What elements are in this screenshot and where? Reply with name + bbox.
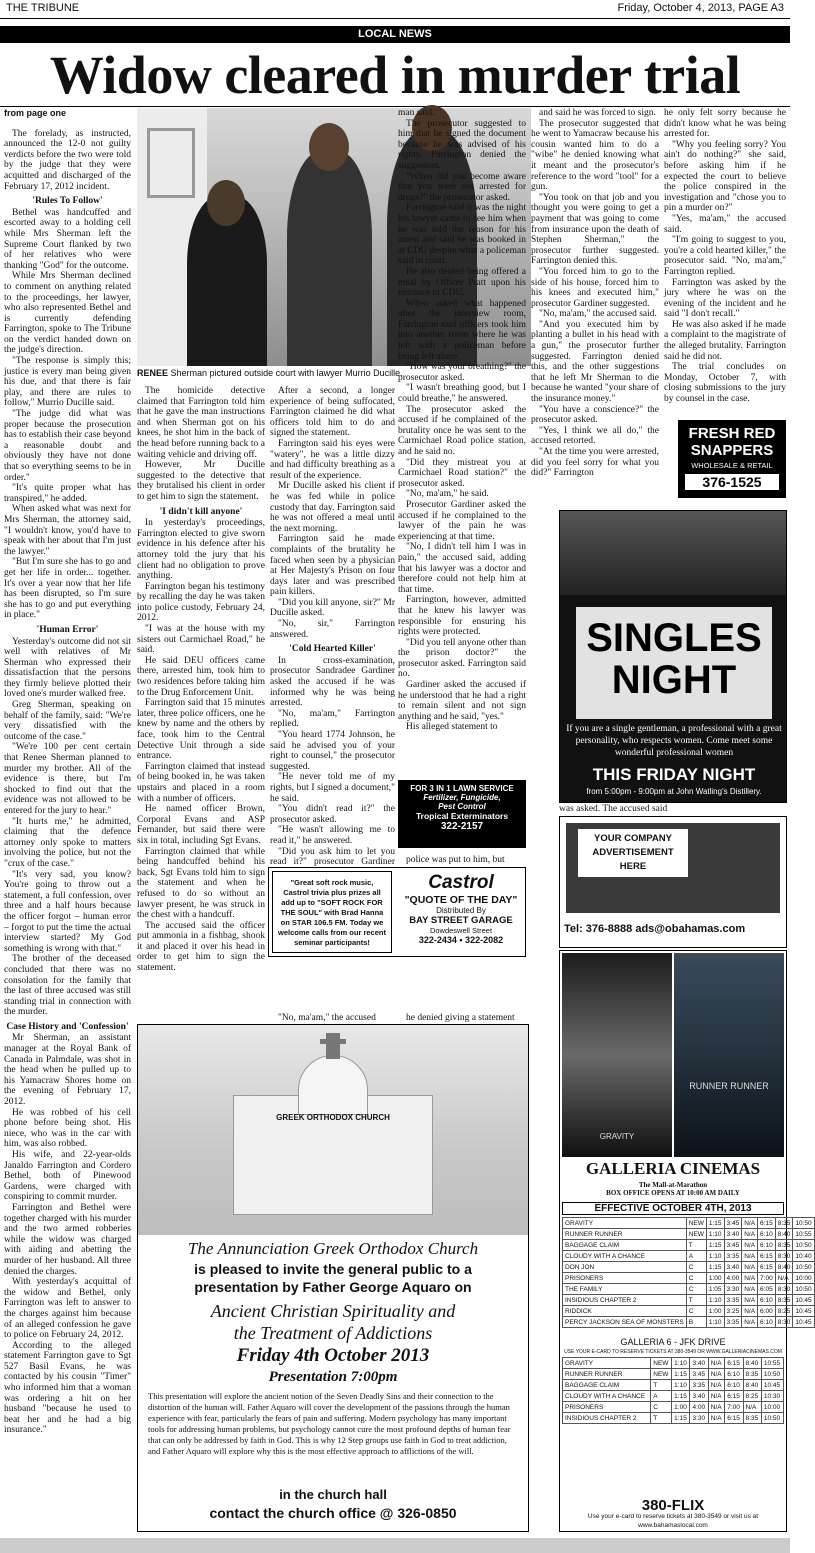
paragraph: "When did you become aware that you were not arrested for drugs?" the prosecutor asked. — [398, 171, 526, 203]
paragraph: He said DEU officers came there, arrested him, took him to two residences before taking him to the Drug Enforcement Unit. — [137, 655, 265, 698]
paragraph: "It hurts me," he admitted, claiming that the defence attorney only spoke to matters involving the police, but not the "crux of the case." — [4, 816, 131, 869]
showtime-cell: N/A — [708, 1413, 724, 1424]
showtime-cell: 1:10 — [706, 1251, 724, 1262]
showtime-cell: 1:00 — [672, 1402, 690, 1413]
showtime-row — [563, 1229, 815, 1240]
paragraph: He named officer Brown, Corporal Evans and ASP Fernander, but said there were six in total, including Sgt Evans. — [137, 804, 265, 846]
lawn-service-ad[interactable]: FOR 3 IN 1 LAWN SERVICE Fertilizer, Fungicide, Pest Control Tropical Exterminators 322-2157 — [398, 780, 526, 848]
showtime-cell: 6:00 — [758, 1306, 776, 1317]
subhead: 'Cold Hearted Killer' — [289, 644, 376, 655]
paragraph: Mr Ducille asked his client if he was fed while in police custody that day. Farrington said he was not offered a meal until the next morning. — [270, 481, 395, 534]
showtime-cell: 1:10 — [672, 1358, 690, 1369]
paragraph: "No, I didn't tell him I was in pain," the accused said, adding that his lawyer was a doctor and therefore could not help him at that time. — [398, 542, 526, 595]
showtime-row — [563, 1240, 815, 1251]
article-column-4-tail-1: police was put to him, but — [406, 855, 505, 865]
article-column-4-tail-2: he denied giving a statement — [406, 1013, 515, 1023]
paragraph: Farrington claimed that while being handcuffed behind his back, Sgt Evans told him to sign the statement and when he refused to do so without an lawyer present, he was struck in the chest with a handcuff. — [137, 846, 265, 921]
showtime-row — [563, 1402, 784, 1413]
paragraph: Prosecutor Gardiner asked the accused if he complained to the lawyer of the pain he was experiencing at that time. — [398, 499, 526, 542]
showtime-cell: 1:15 — [672, 1391, 690, 1402]
headline-rule — [0, 106, 790, 107]
paragraph: "No, ma'am," the accused — [278, 1013, 376, 1023]
showtime-cell: T — [651, 1380, 672, 1391]
paragraph: "No, ma'am," he said. — [406, 489, 489, 500]
showtime-cell: 10:45 — [793, 1295, 814, 1306]
paragraph: In cross-examination, prosecutor Sandradee Gardiner asked the accused if he was informed why he was being arrested. — [270, 655, 395, 709]
movie-title: DON JON — [563, 1262, 687, 1273]
subhead: 'I didn't kill anyone' — [159, 506, 243, 517]
headline: Widow cleared in murder trial — [49, 45, 741, 105]
showtime-row — [563, 1358, 784, 1369]
showtime-cell: T — [651, 1413, 672, 1424]
galleria-cinemas-ad[interactable]: GRAVITY RUNNER RUNNER GALLERIA CINEMAS The Mall-at-Marathon BOX OFFICE OPENS AT 10:00 AM DAILY EFFECTIVE OCTOBER 4TH, 2013 GRAVITY NEW 1:15 3:45 N/A 6:15 8:35 10:50 RUNNER RUNNER NEW 1:10 3:40 N/A 6:10 8:40 10:55 BAGGAGE CLAIM T 1:15 3:45 N/A 6:10 8:35 10:50 CLOUDY WITH A CHANCE A 1:10 3:35 N/A 6:15 8:30 10:40 DON JON C 1:15 3:40 N/A 6:15 8:40 10:50 PRISONERS C 1:00 4:00 N/A 7:00 N/A 10:00 THE FAMILY C 1:05 3:30 N/A 6:05 8:30 10:50 INSIDIOUS CHAPTER 2 T 1:10 3:35 N/A 6:10 8:35 10:45 RIDDICK C 1:00 3:25 N/A 6:00 8:25 10:45 PERCY JACKSON SEA OF MONSTERS B 1:10 3:35 N/A 6:10 8:30 10:45 GALLERIA 6 - JFK DRIVE USE YOUR E-CARD TO RESERVE TICKETS AT 380-3549 OR WWW.GALLERIACINEMAS.COM GRAVITY NEW 1:10 3:40 N/A 6:15 8:40 10:55 RUNNER RUNNER NEW 1:15 3:45 N/A 6:10 8:35 10:50 BAGGAGE CLAIM T 1:10 3:35 N/A 6:10 8:40 10:45 CLOUDY WITH A CHANCE A 1:15 3:40 N/A 6:15 8:25 10:30 PRISONERS C 1:00 4:00 N/A 7:00 N/A 10:00 INSIDIOUS CHAPTER 2 T 1:15 3:30 N/A 6:15 8:35 10:50 380-FLIX Use your e-card to reserve tickets at 380-3549 or visit us at www.bahamaslocal.com — [559, 950, 787, 1532]
showtime-cell: 6:10 — [725, 1369, 743, 1380]
showtime-cell: C — [686, 1306, 706, 1317]
paragraph: Farrington claimed that instead of being booked in, he was taken upstairs and placed in a room with a number of officers. — [137, 761, 265, 804]
paragraph: "Did you tell anyone other than the prison doctor?" the prosecutor asked. Farrington said no. — [398, 637, 526, 680]
showtime-row — [563, 1306, 815, 1317]
paragraph: Farrington said he made complaints of the brutality he faced when seen by a physician at Her Majesty's Prison on four days later and was prescribed pain killers. — [270, 534, 395, 598]
article-column-3 — [270, 386, 395, 868]
paragraph: "Did you kill anyone, sir?" Mr Ducille asked. — [270, 597, 395, 619]
paragraph: "No, ma'am," Farrington replied. — [270, 708, 395, 730]
showtime-cell: 8:30 — [775, 1251, 793, 1262]
masthead — [0, 0, 790, 16]
showtime-cell: 1:05 — [706, 1284, 724, 1295]
castrol-logo: Castrol — [428, 872, 494, 893]
article-column-4 — [398, 108, 526, 778]
showtime-row — [563, 1273, 815, 1284]
paragraph: he only felt sorry because he didn't know what he was being arrested for. — [664, 108, 786, 140]
showtime-row — [563, 1317, 815, 1328]
paragraph: He was robbed of his cell phone before being shot. His niece, who was in the car with him, was also robbed. — [4, 1107, 131, 1150]
subhead: 'Human Error' — [36, 624, 99, 635]
showtime-cell: 6:15 — [725, 1391, 743, 1402]
movie-title: RIDDICK — [563, 1306, 687, 1317]
showtime-cell: 1:15 — [706, 1218, 724, 1229]
paragraph: "You forced him to go to the side of his house, forced him to his knees and executed him," prosecutor Gardiner suggested. — [531, 266, 659, 309]
showtime-cell: 1:10 — [706, 1317, 724, 1328]
movie-title: RUNNER RUNNER — [563, 1369, 651, 1380]
masthead-rule — [0, 18, 790, 19]
showtime-row — [563, 1380, 784, 1391]
paragraph: When asked what happened after the interview room, Farrington said officers took him into another room where he was left with a policeman before being left alone. — [398, 298, 526, 362]
showtime-cell: C — [651, 1402, 672, 1413]
paragraph: "Yes, ma'am," the accused said. — [664, 213, 786, 235]
showtime-cell: N/A — [742, 1218, 758, 1229]
showtime-cell: N/A — [708, 1391, 724, 1402]
paragraph: The brother of the deceased concluded that there was no consolation for the family that the last of three accused was still standing trial in connection with the murder. — [4, 954, 131, 1018]
cinema-name: GALLERIA CINEMAS — [585, 1159, 761, 1178]
paragraph: In yesterday's proceedings, Farrington elected to give sworn evidence in his defence after his attorney told the jury that his client had no obligation to prove anything. — [137, 518, 265, 582]
article-column-5-tail: was asked. The accused said — [559, 804, 668, 814]
showtime-cell: 10:50 — [793, 1218, 814, 1229]
showtime-cell: N/A — [708, 1369, 724, 1380]
showtime-row — [563, 1369, 784, 1380]
paragraph: "You have a conscience?" the prosecutor asked. — [531, 404, 659, 426]
showtime-cell: N/A — [742, 1262, 758, 1273]
showtime-cell: 10:55 — [793, 1229, 814, 1240]
showtime-cell: 3:25 — [724, 1306, 742, 1317]
showtime-cell: NEW — [651, 1369, 672, 1380]
showtime-cell: N/A — [742, 1273, 758, 1284]
paragraph: He also denied being offered a meal by Officer Pratt upon his entrance to CDU. — [398, 266, 526, 299]
showtime-cell: 3:30 — [724, 1284, 742, 1295]
showtime-cell: 7:00 — [758, 1273, 776, 1284]
showtime-cell: 8:35 — [775, 1218, 793, 1229]
movie-title: RUNNER RUNNER — [563, 1229, 687, 1240]
paragraph: His wife, and 22-year-olds Janaldo Farrington and Cordero Bethel, both of Pinewood Gardens, were charged with conspiring to commit murder. — [4, 1150, 131, 1203]
showtime-cell: 6:05 — [758, 1284, 776, 1295]
showtime-cell: 3:40 — [724, 1229, 742, 1240]
paragraph: Yesterday's outcome did not sit well with relatives of Mr Sherman who expressed their dissatisfaction that the persons they firmly believe plotted their loved one's murder walked free. — [4, 636, 131, 700]
church-photo: GREEK ORTHODOX CHURCH — [138, 1025, 528, 1235]
showtime-cell: 3:30 — [690, 1413, 708, 1424]
paragraph: Mr Sherman, an assistant manager at the Royal Bank of Canada in Palmdale, was shot in the head when he pulled up to his Yamacraw Shores home on the evening of February 17, 2012. — [4, 1033, 131, 1108]
article-column-6 — [664, 108, 786, 416]
showtime-cell: C — [686, 1262, 706, 1273]
showtime-cell: A — [651, 1391, 672, 1402]
paragraph: "I wasn't breathing good, but I could breathe," he answered. — [398, 383, 526, 405]
showtime-row — [563, 1218, 815, 1229]
paragraph: "How was your breathing?" the prosecutor asked. — [398, 362, 526, 383]
showtime-cell: 10:30 — [761, 1391, 783, 1402]
showtime-cell: 8:30 — [775, 1317, 793, 1328]
paragraph: The homicide detective claimed that Farrington told him that he gave the man instructions and when Sherman got on his knees, he shot him in the back of the head before running back to a waiting vehicle and driving off. — [137, 386, 265, 460]
paragraph: "I'm going to suggest to you, you're a cold hearted killer," the prosecutor said. "No, ma'am," Farrington replied. — [664, 235, 786, 277]
showtime-cell: N/A — [742, 1229, 758, 1240]
paragraph: "And you executed him by planting a bullet in his head with a gun," the prosecutor further suggested. Farrington denied this, and the other suggestions that he left Mr Sherman to die because he wanted "your share of the insurance money." — [531, 319, 659, 405]
paragraph: Farrington, however, admitted that he knew his lawyer was responsible for ensuring his rights were protected. — [398, 595, 526, 638]
from-page-one: from page one — [4, 108, 67, 118]
showtime-cell: 8:35 — [775, 1240, 793, 1251]
showtime-cell: 10:00 — [761, 1402, 783, 1413]
section-banner: LOCAL NEWS — [0, 26, 790, 43]
movie-title: BAGGAGE CLAIM — [563, 1380, 651, 1391]
quote-of-the-day-ad[interactable]: "Great soft rock music, Castrol trivia plus prizes all add up to "SOFT ROCK FOR THE SOUL" with Brad Hanna on STAR 106.5 FM. Today we welcome calls from our recent seminar participants! Castrol "QUOTE OF THE DAY" Distributed By BAY STREET GARAGE Dowdeswell Street 322-2434 • 322-2082 — [268, 867, 526, 957]
showtime-cell: 6:15 — [725, 1413, 743, 1424]
showtime-cell: 10:45 — [793, 1306, 814, 1317]
showtime-cell: N/A — [708, 1380, 724, 1391]
paragraph: The trial concludes on Monday, October 7, with closing submissions to the jury by counsel in the case. — [664, 362, 786, 405]
snappers-ad[interactable]: FRESH RED SNAPPERS WHOLESALE & RETAIL 376-1525 — [678, 420, 786, 498]
paragraph: "I was at the house with my sisters out Carmichael Road," he said. — [137, 624, 265, 656]
paragraph: "You heard 1774 Johnson, he said he advised you of your right to counsel," the prosecutor suggested. — [270, 730, 395, 772]
showtime-cell: 6:10 — [725, 1380, 743, 1391]
showtime-row — [563, 1251, 815, 1262]
showtime-cell: C — [686, 1284, 706, 1295]
movie-title: GRAVITY — [563, 1218, 687, 1229]
movie-title: PERCY JACKSON SEA OF MONSTERS — [563, 1317, 687, 1328]
paragraph: Greg Sherman, speaking on behalf of the family, said: "We're very dissatisfied with the outcome of the case." — [4, 700, 131, 742]
paragraph: Farrington was asked by the jury where he was on the evening of the incident and he said "I don't recall." — [664, 277, 786, 320]
paragraph: "You didn't read it?" the prosecutor asked. — [270, 804, 395, 825]
paragraph: His alleged statement to — [406, 722, 498, 733]
your-company-ad[interactable]: YOUR COMPANY ADVERTISEMENT HERE Tel: 376-8888 ads@obahamas.com — [559, 816, 787, 948]
showtime-cell: 10:50 — [761, 1369, 783, 1380]
showtime-row — [563, 1295, 815, 1306]
paragraph: "Yes, I think we all do," the accused retorted. — [531, 425, 659, 447]
showtime-cell: N/A — [708, 1358, 724, 1369]
showtime-cell: 8:35 — [743, 1413, 761, 1424]
showtime-cell: NEW — [686, 1229, 706, 1240]
showtime-cell: 8:30 — [775, 1284, 793, 1295]
showtime-cell: 10:50 — [793, 1262, 814, 1273]
paragraph: "The judge did what was proper because the prosecution has to establish their case beyond a reasonable doubt and obviously they have not done that so everything seems to be in order." — [4, 409, 131, 483]
movie-title: GRAVITY — [563, 1358, 651, 1369]
showtime-cell: 8:25 — [775, 1306, 793, 1317]
runner-runner-poster: RUNNER RUNNER — [674, 953, 784, 1157]
movie-title: PRISONERS — [563, 1273, 687, 1284]
page-footer-band — [0, 1538, 790, 1553]
paragraph: Farrington and Bethel were together charged with his murder and the two armed robberies while the widow was charged with aiding and abetting the murder of her husband. All three denied the charges. — [4, 1202, 131, 1277]
showtime-cell: 8:35 — [775, 1295, 793, 1306]
showtime-row — [563, 1391, 784, 1402]
showtime-cell: N/A — [742, 1306, 758, 1317]
showtime-cell: T — [686, 1295, 706, 1306]
showtime-cell: 3:35 — [724, 1317, 742, 1328]
paragraph: The foreladу, as instructed, announced the 12-0 not guilty verdicts before the two were told by the judge that they were acquitted and discharged of the February 17, 2012 incident. — [4, 128, 131, 192]
paragraph: "It's very sad, you know? You're going to throw out a statement, a full confession, over three and a half hours because the officer forgot – human error – forgot to put the time the actual interview started? My God something is wrong with that." — [4, 869, 131, 954]
showtimes-table-jfk — [562, 1357, 784, 1424]
photo-caption: RENEE Sherman pictured outside court with lawyer Murrio Ducille. — [137, 368, 403, 378]
paragraph: "But I'm sure she has to go and get her life in order... together. It's over a year now that her life has been disrupted, so I'm sure she has to go and put everything in place." — [4, 557, 131, 621]
paragraph: "You took on that job and you thought you were going to get a payment that was going to come from insurance upon the death of Stephen Sherman," the prosecutor further suggested. Farrington denied this. — [531, 192, 659, 267]
singles-night-ad[interactable]: SINGLES NIGHT If you are a single gentleman, a professional with a great personality, who respects women. Come meet some wonderful professional women THIS FRIDAY NIGHT from 5:00pm - 9:00pm at John Watling's Distillery. — [559, 510, 787, 803]
paragraph: "Did you ask him to let you read it?" prosecutor Gardiner — [270, 846, 395, 868]
showtime-cell: 3:45 — [724, 1218, 742, 1229]
showtime-cell: 1:15 — [706, 1240, 724, 1251]
paragraph: "Why you feeling sorry? You ain't do nothing?" she said, before asking him if he expected the court to believe the police conspired in the investigation and "chose you to pin a murder on?" — [664, 139, 786, 214]
showtime-cell: 10:45 — [793, 1317, 814, 1328]
showtime-cell: B — [686, 1317, 706, 1328]
showtime-cell: 10:00 — [793, 1273, 814, 1284]
movie-title: INSIDIOUS CHAPTER 2 — [563, 1413, 651, 1424]
showtime-cell: 3:40 — [690, 1358, 708, 1369]
showtime-cell: 4:00 — [724, 1273, 742, 1284]
dateline: Friday, October 4, 2013, PAGE A3 — [617, 2, 784, 14]
showtimes-table-mall — [562, 1217, 815, 1328]
showtime-cell: 6:10 — [758, 1240, 776, 1251]
showtime-cell: 1:10 — [706, 1295, 724, 1306]
showtime-cell: 3:40 — [724, 1262, 742, 1273]
showtime-cell: 8:40 — [743, 1380, 761, 1391]
showtime-row — [563, 1284, 815, 1295]
showtime-cell: N/A — [775, 1273, 793, 1284]
showtime-cell: 8:40 — [743, 1358, 761, 1369]
showtime-cell: 1:00 — [706, 1273, 724, 1284]
showtime-cell: 1:10 — [706, 1229, 724, 1240]
showtime-cell: 10:45 — [761, 1380, 783, 1391]
subhead: 'Rules To Follow' — [32, 196, 103, 207]
showtime-cell: 3:35 — [724, 1251, 742, 1262]
movie-title: CLOUDY WITH A CHANCE — [563, 1251, 687, 1262]
movie-title: BAGGAGE CLAIM — [563, 1240, 687, 1251]
movie-title: THE FAMILY — [563, 1284, 687, 1295]
paragraph: "He wasn't allowing me to read it," he answered. — [270, 825, 395, 846]
paragraph: The prosecutor suggested that he went to Yamacraw because his cousin wanted him to do a "wibe" he denied knowing what it meant and the prosecutor's reference to the word "tool" for a gun. — [531, 118, 659, 193]
paragraph: "The response is simply this; justice is every man being given his due, and that there is fair play, and there are rules to follow," Murrio Ducille said. — [4, 356, 131, 409]
showtime-cell: 6:15 — [725, 1358, 743, 1369]
paragraph: "No, ma'am," the accused said. — [539, 309, 657, 320]
paragraph: Bethel was handcuffed and escorted away to a holding cell while Mrs Sherman left the Supreme Court flanked by two of her relatives who were thanking "God" for the outcome. — [4, 207, 131, 271]
showtime-cell: 10:40 — [793, 1251, 814, 1262]
showtime-row — [563, 1413, 784, 1424]
paragraph: "At the time you were arrested, did you feel sorry for what you did?" Farrington — [531, 447, 659, 479]
paragraph: Farrington said his eyes were "watery", he was a little dizzy and had difficulty breathing as a result of the experience. — [270, 438, 395, 481]
showtime-cell: C — [686, 1273, 706, 1284]
paragraph: Farrington said it was the night his lawyer came to see him when he was told the reason for his arrest and said he was booked in at CDU despite what a policeman said in court. — [398, 203, 526, 267]
article-column-1 — [4, 108, 131, 1533]
showtime-cell: N/A — [742, 1295, 758, 1306]
showtime-cell: 10:50 — [793, 1240, 814, 1251]
showtime-cell: 6:10 — [758, 1295, 776, 1306]
showtime-cell: N/A — [742, 1317, 758, 1328]
showtime-cell: N/A — [708, 1402, 724, 1413]
showtime-cell: N/A — [742, 1240, 758, 1251]
paragraph: "Did they mistreat you at Carmichael Road station?" the prosecutor asked. — [398, 457, 526, 489]
paragraph: "We're 100 per cent certain that Renee Sherman planned to murder my brother. All of the evidence is there, but I'm shocked to find out that the evidence was not allowed to be entered for the jury to hear." — [4, 742, 131, 816]
paragraph: "It's quite proper what has transpired," he added. — [4, 483, 131, 504]
paragraph: The accused said the officer put ammonia in a fishbag, shook it and placed it over his head in order to get him to sign the statement. — [137, 920, 265, 974]
showtime-cell: 8:40 — [775, 1262, 793, 1273]
showtime-cell: 7:00 — [725, 1402, 743, 1413]
showtime-cell: NEW — [651, 1358, 672, 1369]
showtime-cell: N/A — [743, 1402, 761, 1413]
paragraph: Farrington began his testimony by recalling the day he was taken into police custody, February 24, 2012. — [137, 581, 265, 624]
movie-title: PRISONERS — [563, 1402, 651, 1413]
showtime-cell: 3:35 — [690, 1380, 708, 1391]
article-column-5 — [531, 108, 659, 504]
showtime-cell: 6:10 — [758, 1229, 776, 1240]
movie-title: CLOUDY WITH A CHANCE — [563, 1391, 651, 1402]
showtime-cell: 8:35 — [743, 1369, 761, 1380]
showtime-cell: 6:15 — [758, 1218, 776, 1229]
showtime-cell: 3:45 — [724, 1240, 742, 1251]
showtime-cell: 6:15 — [758, 1262, 776, 1273]
showtime-row — [563, 1262, 815, 1273]
paper-name: THE TRIBUNE — [6, 2, 80, 14]
gravity-poster: GRAVITY — [562, 953, 672, 1157]
paragraph: Gardiner asked the accused if he understood that he had a right to remain silent and not sign anything and he said, "yes." — [398, 680, 526, 722]
showtime-cell: 3:45 — [690, 1369, 708, 1380]
showtime-cell: 10:50 — [761, 1413, 783, 1424]
showtime-cell: N/A — [742, 1251, 758, 1262]
paragraph: He was also asked if he made a complaint to the magistrate of the alleged brutality. Farrington said he did not. — [664, 319, 786, 362]
showtime-cell: 1:15 — [706, 1262, 724, 1273]
showtime-cell: 3:35 — [724, 1295, 742, 1306]
church-ad[interactable]: GREEK ORTHODOX CHURCH The Annunciation Greek Orthodox Church is pleased to invite the general public to a presentation by Father George Aquaro on Ancient Christian Spirituality and the Treatment of Addictions Friday 4th October 2013 Presentation 7:00pm This presentation will explore the ancient notion of the Seven Deadly Sins and their connection to the distortion of the human will. Father Aquaro will cover the development of the passions through the human experience with fear, particularly the fears of pain and suffering. Modern psychology has many important tools for addressing human problems, but psychology cannot cure the most profound depths of human fear that can only be addressed by faith in God. This is why 12 Step groups use faith in God to treat addiction, and Father Aquaro will explore why this is the most effective approach to afflictions of the will. in the church hall contact the church office @ 326-0850 — [137, 1024, 529, 1532]
showtime-cell: 8:25 — [743, 1391, 761, 1402]
showtime-cell: 6:15 — [758, 1251, 776, 1262]
paragraph: While Mrs Sherman declined to comment on anything related to the proceedings, her lawyer, who also represented Bethel and is currently defending Farrington, spoke to The Tribune on the verdict handed down on the judge's direction. — [4, 271, 131, 356]
showtime-cell: NEW — [686, 1218, 706, 1229]
showtime-cell: T — [686, 1240, 706, 1251]
paragraph: After a second, a longer experience of being suffocated, Farrington claimed he did what officers told him to do and signed the statement. — [270, 386, 395, 439]
showtime-cell: 3:40 — [690, 1391, 708, 1402]
showtime-cell: 10:50 — [793, 1284, 814, 1295]
showtime-cell: 1:15 — [672, 1413, 690, 1424]
movie-title: INSIDIOUS CHAPTER 2 — [563, 1295, 687, 1306]
paragraph: "No, sir," Farrington answered. — [270, 619, 395, 640]
showtime-cell: 1:10 — [672, 1380, 690, 1391]
paragraph: However, Mr Ducille suggested to the detective that they brutalised his client in order to get him to sign the statement. — [137, 460, 265, 502]
paragraph: "He never told me of my rights, but I signed a document," he said. — [270, 772, 395, 804]
paragraph: Farrington said that 15 minutes later, three police officers, one he knew by name and the others by face, took him to the Central Detective Unit through a side entrance. — [137, 698, 265, 762]
paragraph: and said he was forced to sign. — [539, 108, 656, 118]
paragraph: According to the alleged statement Farrington gave to Sgt 527 Basil Evans, he was contacted by his cousin "Timer" who informed him that a woman was ordering a hit on her husband "because he used to beat her and he had a big insurance." — [4, 1340, 131, 1436]
ad-contact: Tel: 376-8888 ads@obahamas.com — [564, 923, 746, 935]
showtime-cell: 10:55 — [761, 1358, 783, 1369]
subhead: Case History and 'Confession' — [6, 1021, 129, 1032]
showtime-cell: N/A — [742, 1284, 758, 1295]
showtime-cell: A — [686, 1251, 706, 1262]
paragraph: man said. — [398, 108, 435, 118]
showtime-cell: 6:10 — [758, 1317, 776, 1328]
paragraph: When asked what was next for Mrs Sherman, the attorney said, "I wouldn't know, you'd have to speak with her about that I'm just the lawyer." — [4, 504, 131, 557]
showtime-cell: 1:00 — [706, 1306, 724, 1317]
paragraph: With yesterday's acquittal of the widow and Bethel, only Farrington was left to answer to the charges against him because of an alleged confession he gave to police on February 24, 2012. — [4, 1277, 131, 1341]
showtime-cell: 4:00 — [690, 1402, 708, 1413]
paragraph: The prosecutor asked the accused if he complained of the brutality once he was sent to the Carmichael Road police station, and he said no. — [398, 404, 526, 457]
paragraph: The prosecutor suggested to him that he signed the document because he was advised of his rights. Farrington denied the suggestion. — [398, 118, 526, 171]
showtime-cell: 8:40 — [775, 1229, 793, 1240]
article-column-2 — [137, 386, 265, 1023]
showtime-cell: 1:15 — [672, 1369, 690, 1380]
